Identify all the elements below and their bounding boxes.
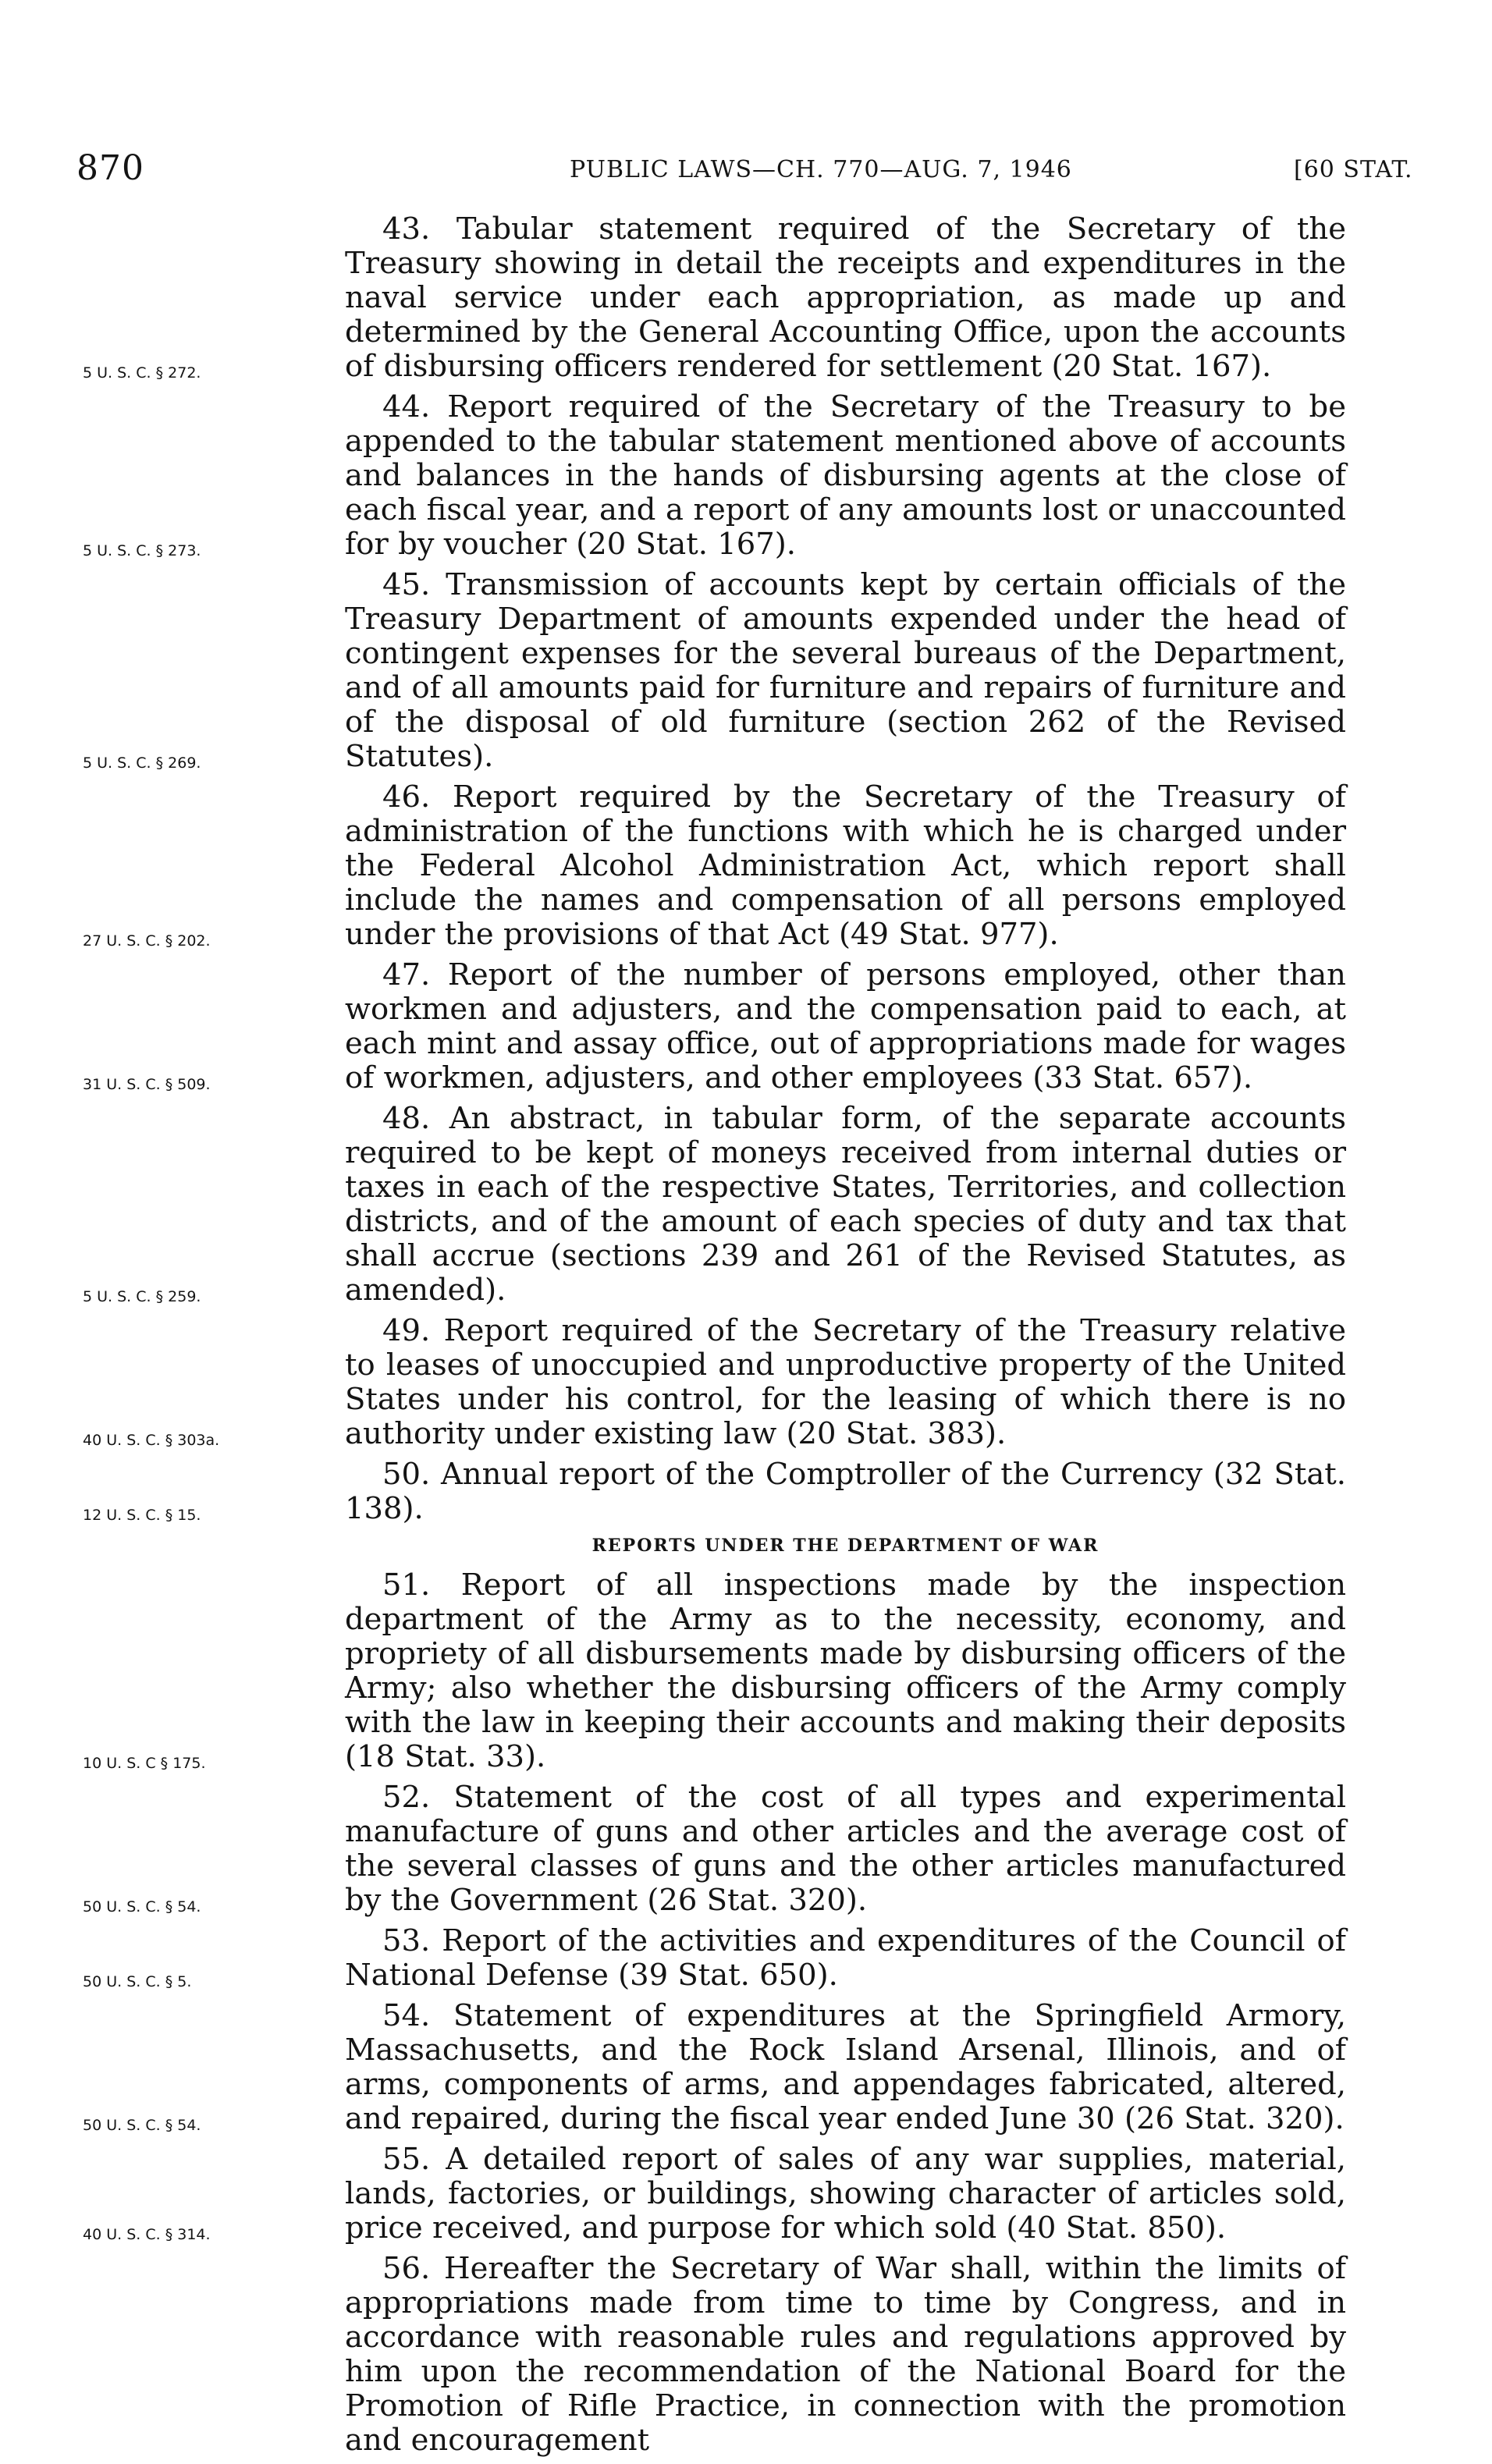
- paragraph-text: An abstract, in tabular form, of the separate accounts required to be kept of moneys received from internal duties or taxes in each of the respective States, Territories, and collection districts, and of the amount of each species of duty and tax that shall accrue (sections 239 and 261 of the Revised Statutes, as amended).: [345, 1101, 1346, 1308]
- margin-note: 12 U. S. C. § 15.: [83, 1507, 201, 1524]
- paragraph-46: [83, 779, 1346, 952]
- paragraph-number: 50.: [382, 1457, 431, 1492]
- paragraph-text: Report required by the Secretary of the Treasury of administration of the functions with which he is charged under the Federal Alcohol Administration Act, which report shall include the names and compensation of all persons employed under the provisions of that Act (49 Stat. 977).: [345, 779, 1346, 952]
- volume-ref: [60 STAT.: [1294, 156, 1413, 183]
- paragraph-number: 44.: [382, 389, 431, 424]
- paragraph-51: [83, 1568, 1346, 1774]
- paragraph-text: Report of the number of persons employed, other than workmen and adjusters, and the compensation paid to each, at each mint and assay office, out of appropriations made for wages of workmen, adjusters, and other employees (33 Stat. 657).: [345, 957, 1346, 1095]
- paragraph-text: Report required of the Secretary of the Treasury to be appended to the tabular statement mentioned above of accounts and balances in the hands of disbursing agents at the close of each fiscal year, and a report of any amounts lost or unaccounted for by voucher (20 Stat. 167).: [345, 389, 1346, 562]
- paragraph-55: [83, 2142, 1346, 2246]
- paragraph-text: Report required of the Secretary of the Treasury relative to leases of unoccupied and unproductive property of the United States under his control, for the leasing of which there is no authority under existing law (20 Stat. 383).: [345, 1313, 1346, 1451]
- page-body: [83, 211, 1347, 2464]
- paragraph-number: 46.: [382, 779, 431, 815]
- paragraph-number: 45.: [382, 567, 431, 602]
- margin-note: 27 U. S. C. § 202.: [83, 932, 211, 950]
- paragraph-43: [83, 211, 1346, 384]
- paragraph-number: 54.: [382, 1998, 431, 2033]
- paragraph-number: 47.: [382, 957, 431, 992]
- margin-note: 5 U. S. C. § 269.: [83, 754, 201, 772]
- margin-note: 50 U. S. C. § 5.: [83, 1973, 192, 1990]
- paragraph-text: Tabular statement required of the Secretary of the Treasury showing in detail the receipts and expenditures in the naval service under each appropriation, as made up and determined by the General Accounting Office, upon the accounts of disbursing officers rendered for settlement (20 Stat. 167).: [345, 211, 1346, 384]
- running-head: PUBLIC LAWS—CH. 770—AUG. 7, 1946: [570, 156, 1072, 183]
- margin-note: 40 U. S. C. § 303a.: [83, 1432, 220, 1449]
- paragraph-text: A detailed report of sales of any war supplies, material, lands, factories, or buildings, showing character of articles sold, price received, and purpose for which sold (40 Stat. 850).: [345, 2142, 1346, 2246]
- section-heading: REPORTS UNDER THE DEPARTMENT OF WAR: [591, 1536, 1099, 1556]
- paragraph-44: [83, 389, 1346, 562]
- margin-note: 5 U. S. C. § 273.: [83, 542, 201, 559]
- paragraph-50: [83, 1457, 1346, 1526]
- page-number: 870: [76, 148, 144, 188]
- paragraph-text: Hereafter the Secretary of War shall, within the limits of appropriations made from time to time by Congress, and in accordance with reasonable rules and regulations approved by him upon the recommendation of the National Board for the Promotion of Rifle Practice, in connection with the promotion and encouragement: [345, 2251, 1346, 2458]
- paragraph-54: [83, 1998, 1346, 2136]
- margin-note: 40 U. S. C. § 314.: [83, 2226, 211, 2243]
- margin-note: 5 U. S. C. § 259.: [83, 1288, 201, 1305]
- paragraph-53: [83, 1923, 1346, 1993]
- paragraph-number: 51.: [382, 1568, 431, 1603]
- paragraph-text: Statement of the cost of all types and experimental manufacture of guns and other articles and the average cost of the several classes of guns and the other articles manufactured by the Government (26 Stat. 320).: [345, 1780, 1347, 1918]
- paragraph-47: [83, 957, 1346, 1095]
- paragraph-text: Annual report of the Comptroller of the Currency (32 Stat. 138).: [345, 1457, 1346, 1526]
- paragraph-text: Report of all inspections made by the inspection department of the Army as to the necessity, economy, and propriety of all disbursements made by disbursing officers of the Army; also whether the disbursing officers of the Army comply with the law in keeping their accounts and making their deposits (18 Stat. 33).: [345, 1568, 1346, 1774]
- paragraph-48: [83, 1101, 1346, 1308]
- paragraph-number: 49.: [382, 1313, 431, 1348]
- paragraph-text: Transmission of accounts kept by certain officials of the Treasury Department of amounts expended under the head of contingent expenses for the several bureaus of the Department, and of all amounts paid for furniture and repairs of furniture and of the disposal of old furniture (section 262 of the Revised Statutes).: [345, 567, 1346, 774]
- paragraph-number: 56.: [382, 2251, 431, 2286]
- paragraph-number: 43.: [382, 211, 431, 247]
- paragraph-52: [83, 1780, 1347, 1918]
- paragraph-text: Report of the activities and expenditures of the Council of National Defense (39 Stat. 650).: [345, 1923, 1346, 1993]
- paragraph-number: 53.: [382, 1923, 431, 1958]
- paragraph-number: 52.: [382, 1780, 431, 1815]
- paragraph-text: Statement of expenditures at the Springfield Armory, Massachusetts, and the Rock Island Arsenal, Illinois, and of arms, components of arms, and appendages fabricated, altered, and repaired, during the fiscal year ended June 30 (26 Stat. 320).: [345, 1998, 1346, 2136]
- paragraph-56: [345, 2252, 1346, 2458]
- paragraph-number: 48.: [382, 1101, 431, 1136]
- margin-note: 31 U. S. C. § 509.: [83, 1076, 211, 1093]
- margin-note: 50 U. S. C. § 54.: [83, 2117, 201, 2134]
- margin-note: 10 U. S. C § 175.: [83, 1755, 206, 1772]
- paragraph-49: [83, 1313, 1346, 1451]
- margin-note: 50 U. S. C. § 54.: [83, 1898, 201, 1915]
- margin-note: 5 U. S. C. § 272.: [83, 364, 201, 382]
- paragraph-45: [83, 567, 1346, 774]
- paragraph-number: 55.: [382, 2142, 431, 2177]
